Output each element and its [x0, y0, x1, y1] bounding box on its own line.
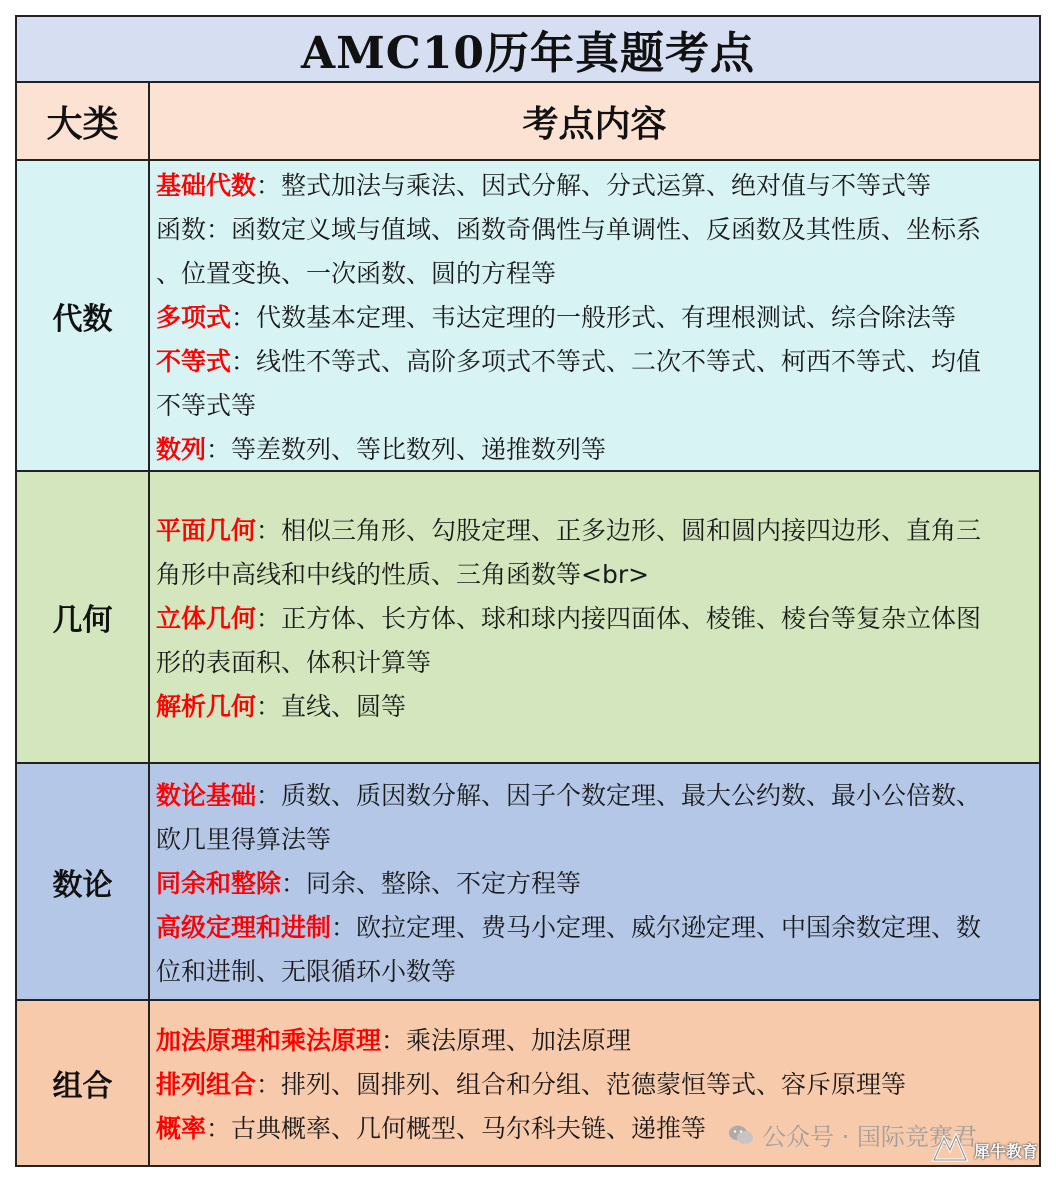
topic-text: 同余、整除、不定方程等	[306, 868, 582, 898]
topic-keyword: 高级定理和进制	[156, 912, 332, 942]
header-content: 考点内容	[522, 103, 667, 145]
topic-text: 等差数列、等比数列、递推数列等	[231, 434, 607, 464]
topic-separator: ：	[256, 692, 282, 721]
topic-keyword: 概率	[156, 1114, 207, 1143]
topic-keyword: 排列组合	[156, 1070, 257, 1099]
table-row-number-theory	[17, 764, 1039, 1001]
topic-text: 乘法原理、加法原理	[406, 1026, 632, 1055]
topic-text: 排列、圆排列、组合和分组、范德蒙恒等式、容斥原理等	[281, 1070, 907, 1099]
rhino-logo-icon	[930, 1130, 970, 1170]
topic-separator: ：	[281, 868, 307, 898]
topic-line	[156, 509, 1033, 553]
brand-logo	[930, 1128, 1042, 1172]
topic-line	[156, 384, 1033, 428]
topic-text: 整式加法与乘法、因式分解、分式运算、绝对值与不等式等	[281, 170, 932, 200]
topic-line	[156, 164, 1033, 208]
table-row-geometry	[17, 472, 1039, 764]
topic-text: 、位置变换、一次函数、圆的方程等	[156, 258, 557, 288]
topic-line	[156, 906, 1033, 950]
topic-separator: ：	[256, 604, 282, 633]
topic-text: 不等式等	[156, 390, 257, 420]
topic-line	[156, 774, 1033, 818]
topic-keyword: 解析几何	[156, 692, 257, 721]
topic-keyword: 数列	[156, 434, 207, 464]
topic-line	[156, 252, 1033, 296]
topic-keyword: 同余和整除	[156, 868, 282, 898]
topic-text: 角形中高线和中线的性质、三角函数等<br>	[156, 560, 650, 589]
topic-keyword: 立体几何	[156, 604, 257, 633]
topic-line	[156, 428, 1033, 472]
topic-text: 古典概率、几何概型、马尔科夫链、递推等	[231, 1114, 707, 1143]
topic-separator: ：	[231, 346, 257, 376]
topic-keyword: 加法原理和乘法原理	[156, 1026, 382, 1055]
topic-text: 函数：函数定义域与值域、函数奇偶性与单调性、反函数及其性质、坐标系	[156, 214, 982, 244]
topic-text: 相似三角形、勾股定理、正多边形、圆和圆内接四边形、直角三	[281, 516, 982, 545]
title-row	[17, 17, 1039, 83]
topic-line	[156, 597, 1033, 641]
topic-separator: ：	[256, 170, 282, 200]
content-cell	[150, 472, 1039, 762]
topic-text: 欧几里得算法等	[156, 824, 332, 854]
topic-line	[156, 340, 1033, 384]
watermark-text: 公众号 · 国际竞赛君	[762, 1123, 977, 1151]
topic-line	[156, 862, 1033, 906]
topic-text: 形的表面积、体积计算等	[156, 648, 432, 677]
topic-line	[156, 1063, 1033, 1107]
topic-line	[156, 553, 1033, 597]
category-cell: 数论	[17, 764, 150, 999]
topic-keyword: 多项式	[156, 302, 232, 332]
topic-text: 欧拉定理、费马小定理、威尔逊定理、中国余数定理、数	[356, 912, 982, 942]
topic-separator: ：	[231, 302, 257, 332]
topic-keyword: 平面几何	[156, 516, 257, 545]
topic-line	[156, 296, 1033, 340]
exam-topics-table	[15, 15, 1041, 1167]
topic-keyword: 基础代数	[156, 170, 257, 200]
topic-keyword: 数论基础	[156, 780, 257, 810]
topic-line	[156, 950, 1033, 994]
content-cell	[150, 764, 1039, 999]
brand-logo-text: 犀牛教育	[974, 1141, 1039, 1161]
topic-line	[156, 208, 1033, 252]
category-cell: 几何	[17, 472, 150, 762]
page-title: AMC10历年真题考点	[300, 28, 756, 79]
category-cell: 组合	[17, 1001, 150, 1165]
topic-line	[156, 818, 1033, 862]
category-cell: 代数	[17, 161, 150, 470]
content-cell	[150, 161, 1039, 470]
topic-text: 位和进制、无限循环小数等	[156, 956, 457, 986]
topic-keyword: 不等式	[156, 346, 232, 376]
wechat-icon	[728, 1124, 754, 1146]
topic-text: 线性不等式、高阶多项式不等式、二次不等式、柯西不等式、均值	[256, 346, 982, 376]
topic-text: 直线、圆等	[281, 692, 407, 721]
topic-separator: ：	[381, 1026, 407, 1055]
topic-line	[156, 685, 1033, 729]
topic-separator: ：	[256, 1070, 282, 1099]
table-header	[17, 83, 1039, 161]
topic-separator: ：	[256, 780, 282, 810]
topic-separator: ：	[206, 1114, 232, 1143]
topic-line	[156, 1019, 1033, 1063]
table-row-algebra	[17, 161, 1039, 472]
topic-separator: ：	[331, 912, 357, 942]
topic-text: 质数、质因数分解、因子个数定理、最大公约数、最小公倍数、	[281, 780, 982, 810]
header-category: 大类	[17, 83, 150, 159]
topic-separator: ：	[206, 434, 232, 464]
topic-separator: ：	[256, 516, 282, 545]
topic-line	[156, 641, 1033, 685]
topic-text: 正方体、长方体、球和球内接四面体、棱锥、棱台等复杂立体图	[281, 604, 982, 633]
topic-text: 代数基本定理、韦达定理的一般形式、有理根测试、综合除法等	[256, 302, 957, 332]
